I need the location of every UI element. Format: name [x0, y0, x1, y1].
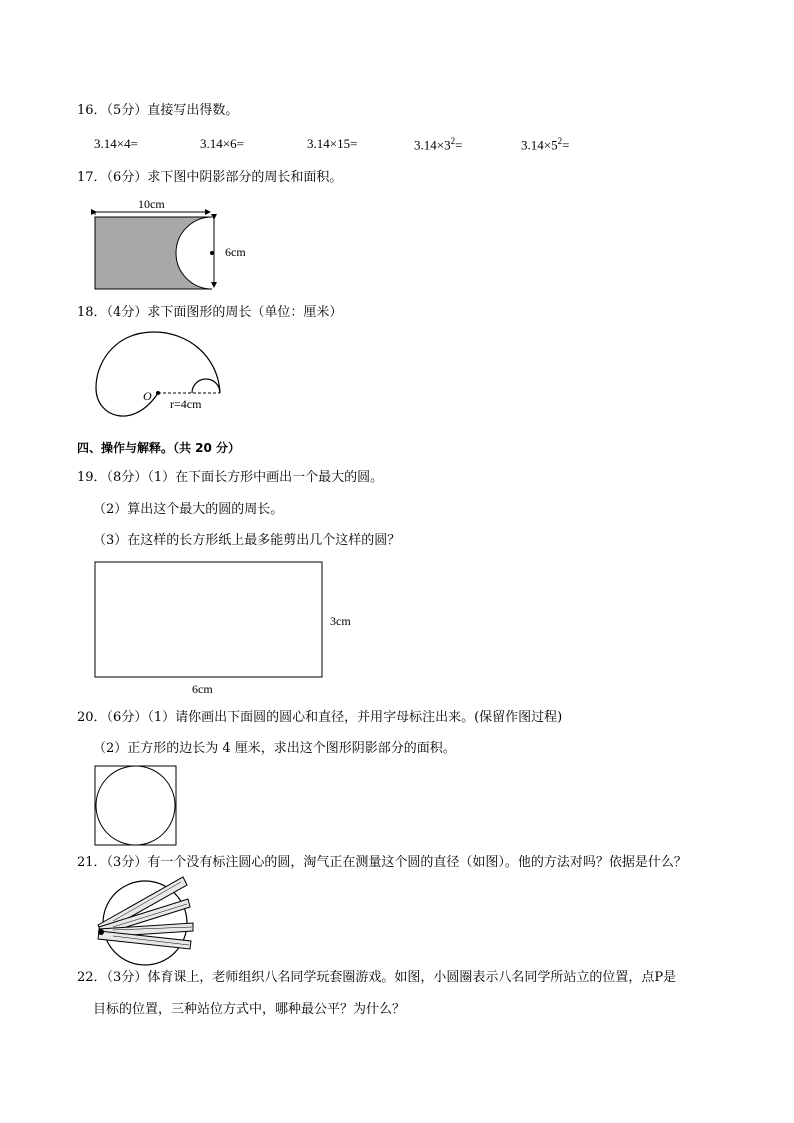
q19-line1: 19．（8分）（1）在下面长方形中画出一个最大的圆。: [77, 470, 384, 485]
q19-rectangle: [94, 561, 364, 701]
radius-label: r=4cm: [170, 397, 202, 411]
q20-line1: 20．（6分）（1）请你画出下面圆的圆心和直径，并用字母标注出来。(保留作图过程): [77, 710, 563, 725]
rect-width-label: 6cm: [192, 682, 213, 696]
q22-line1: 22．（3分）体育课上，老师组织八名同学玩套圈游戏。如图，小圆圈表示八名同学所站立的位置，点P是: [77, 970, 677, 985]
section-4-title: 四、操作与解释。（共 20 分）: [77, 441, 241, 455]
q16-title: 16．（5分）直接写出得数。: [77, 103, 239, 118]
q21-title: 21．（3分）有一个没有标注圆心的圆，淘气正在测量这个圆的直径（如图）。他的方法对吗？依据是什么？: [77, 855, 687, 870]
rect-height-label: 3cm: [330, 614, 351, 628]
q21-figure: [93, 877, 203, 967]
calc-5: $3.14\times 5^2=$: [521, 136, 570, 153]
inner-arc: [192, 379, 220, 393]
calc-3: 3.14×15=: [307, 136, 358, 151]
width-label: 10cm: [138, 197, 165, 211]
height-label: 6cm: [225, 245, 246, 259]
calc-4: $3.14\times 3^2=$: [414, 136, 463, 153]
calc-1: 3.14×4=: [94, 136, 138, 151]
shaded-region: [95, 217, 212, 289]
q20-figure: [94, 765, 194, 855]
q19-line2: （2）算出这个最大的圆的周长。: [93, 502, 284, 517]
q17-title: 17．（6分）求下图中阴影部分的周长和面积。: [77, 170, 343, 185]
q20-line2: （2）正方形的边长为 4 厘米，求出这个图形阴影部分的面积。: [93, 741, 456, 756]
q17-figure: [90, 195, 270, 295]
q18-figure: [92, 330, 232, 420]
q18-title: 18．（4分）求下面图形的周长（单位：厘米）: [77, 305, 343, 320]
center-label: O: [143, 389, 152, 403]
q19-line3: （3）在这样的长方形纸上最多能剪出几个这样的圆？: [93, 533, 401, 548]
q22-line2: 目标的位置，三种站位方式中，哪种最公平？为什么？: [93, 1002, 406, 1017]
calc-2: 3.14×6=: [200, 136, 244, 151]
